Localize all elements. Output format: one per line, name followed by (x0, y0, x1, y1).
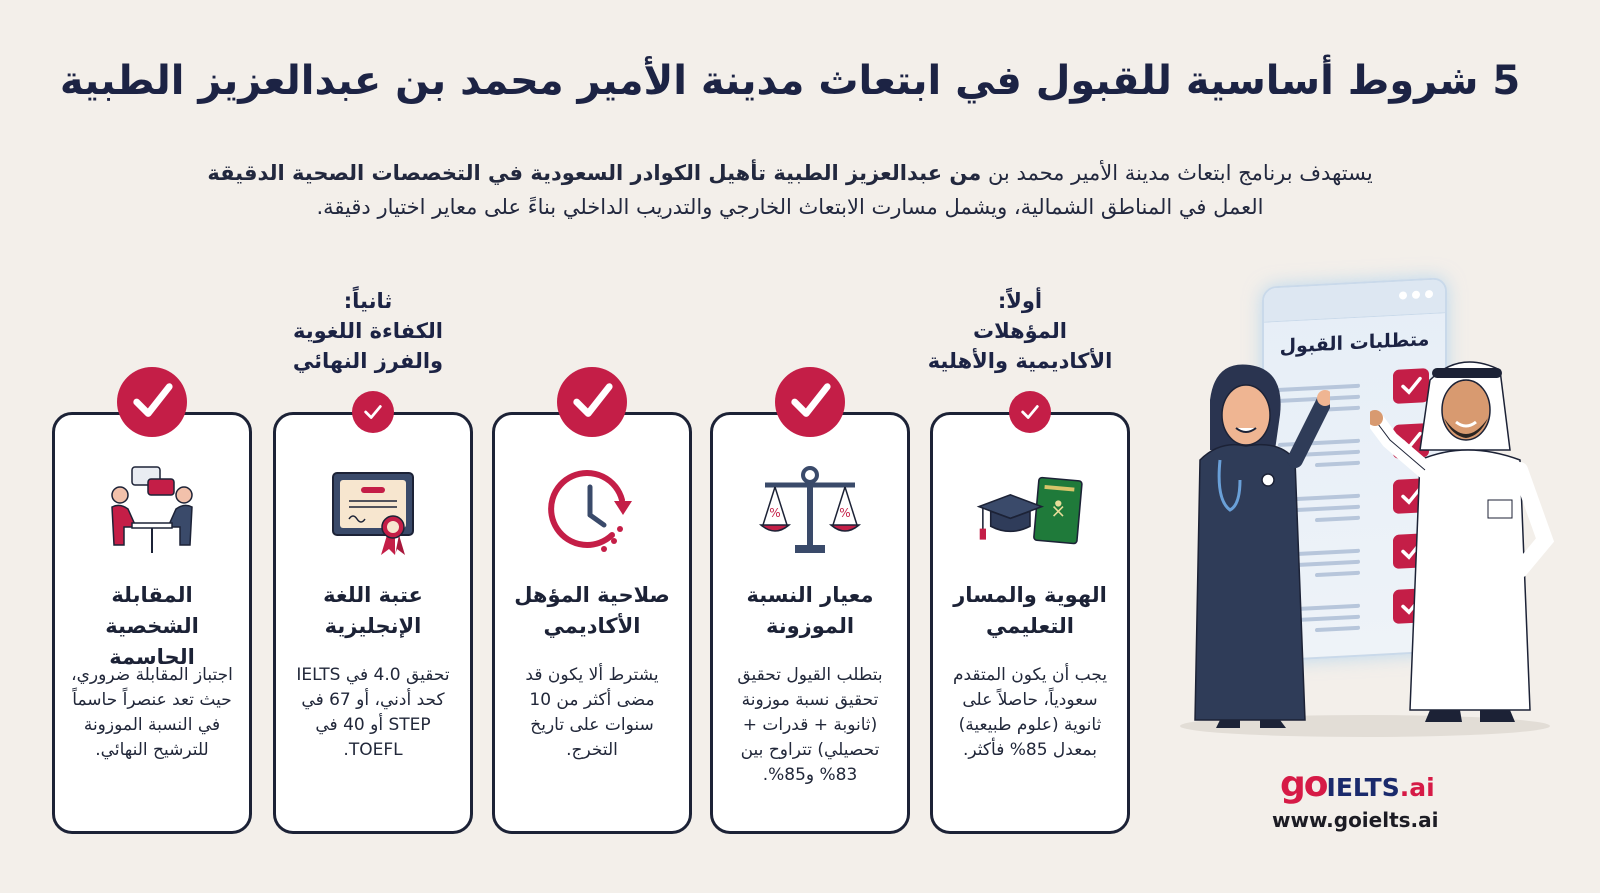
board-titlebar (1264, 279, 1445, 322)
logo-ielts: IELTS (1326, 773, 1400, 802)
card-qualification-validity (492, 412, 692, 834)
card-body: يشترط ألا يكون قد مضى أكثر من 10 سنوات على تاريخ التخرج. (525, 665, 659, 760)
check-badge (557, 367, 627, 437)
check-icon (129, 379, 175, 425)
card-body: بتطلب القيول تحقيق تحقيق نسبة موزونة (ثانوبة + قدرات + تحصيلي) تتراوح بين 83% و85%. (737, 665, 883, 785)
card-identity-education (930, 412, 1130, 834)
intro-paragraph (110, 156, 1470, 224)
card-body: تحقيق 4.0 في IELTS كحد أدني، أو 67 في STEP أو 40 في TOEFL. (296, 665, 450, 760)
saudi-man-figure (1370, 340, 1560, 730)
intro-text: يستهدف برنامج ابتعاث مدينة الأمير محمد بن (981, 161, 1373, 185)
check-badge (1009, 391, 1051, 433)
card-title: المقابلة الشخصية الحاسمة (105, 583, 199, 669)
goielts-logo[interactable] (1280, 764, 1435, 805)
group-title: المؤهلات (973, 319, 1067, 343)
card-personal-interview (52, 412, 252, 834)
card-title: عتبة اللغة الإنجليزية (323, 583, 423, 638)
balance-scale-icon (755, 465, 865, 560)
intro-bold-text: من عبدالعزيز الطبية تأهيل الكوادر السعودية في التخصصات الصحية الدقيقة (207, 161, 982, 185)
page-title: 5 شروط أساسية للقبول في ابتعاث مدينة الأمير محمد بن عبدالعزيز الطبية (59, 58, 1521, 104)
check-icon (569, 379, 615, 425)
check-icon (1019, 401, 1041, 423)
check-icon (362, 401, 384, 423)
check-badge (775, 367, 845, 437)
clock-history-icon (537, 465, 647, 560)
group-label-language (268, 286, 468, 376)
card-weighted-percentage (710, 412, 910, 834)
card-body: اجتباز المقابلة ضروري، حيث تعد عنصراً حاسماً في النسبة الموزونة للترشيح النهائي. (71, 665, 233, 760)
group-number: أولاً: (997, 289, 1043, 313)
card-body: يجب أن يكون المتقدم سعودياً، حاصلاً على ثانوية (علوم طبيعية) بمعدل 85% فأكثر. (952, 665, 1108, 760)
interview-icon (97, 465, 207, 560)
svg-text:%: % (839, 506, 851, 520)
doctor-woman-figure (1180, 360, 1330, 730)
card-english-threshold (273, 412, 473, 834)
group-title: الكفاءة اللغوية (292, 319, 444, 343)
group-label-academic (920, 286, 1120, 376)
group-number: ثانياً: (343, 289, 393, 313)
check-badge (117, 367, 187, 437)
intro-line-2: العمل في المناطق الشمالية، ويشمل مسارت الابتعاث الخارجي والتدريب الداخلي بناءً على معاير اختيار دقيقة. (316, 195, 1264, 219)
check-badge (352, 391, 394, 433)
check-icon (787, 379, 833, 425)
illustration-requirements-board (1180, 270, 1580, 750)
card-title: الهوية والمسار التعليمي (953, 583, 1107, 638)
card-title: صلاحية المؤهل الأكاديمي (514, 583, 670, 638)
certificate-icon (318, 465, 428, 560)
logo-ai: .ai (1399, 773, 1435, 802)
graduation-cap-passport-icon (975, 465, 1085, 560)
svg-text:%: % (769, 506, 781, 520)
logo-go: go (1280, 764, 1327, 805)
website-link[interactable]: www.goielts.ai (1272, 808, 1439, 832)
group-subtitle: الأكاديمية والأهلية (927, 349, 1113, 373)
card-title: معيار النسبة الموزونة (746, 583, 874, 638)
group-subtitle: والفرز النهائي (292, 349, 444, 373)
board-title: متطلبات القبول (1279, 328, 1430, 358)
